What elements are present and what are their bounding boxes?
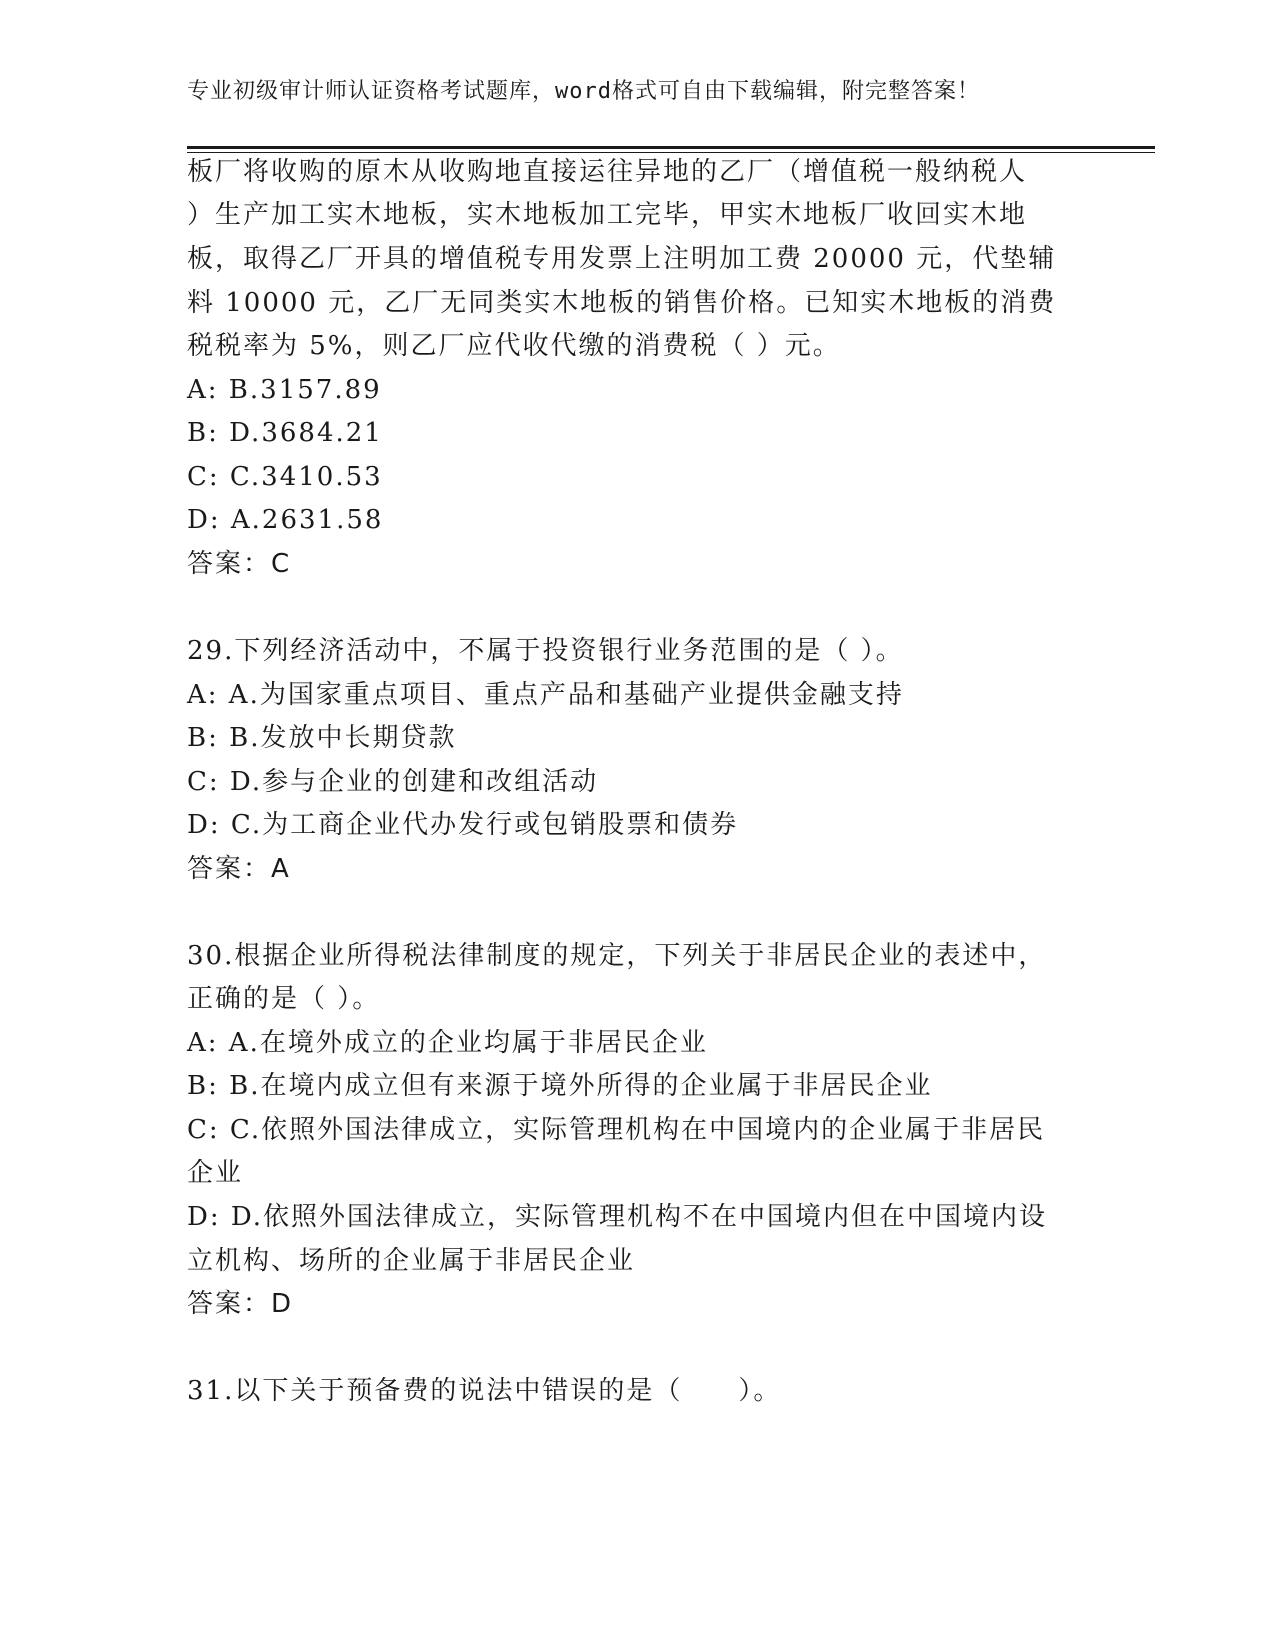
- q30-option-a: A: A.在境外成立的企业均属于非居民企业: [187, 1028, 708, 1058]
- q28-option-c: C: C.3410.53: [187, 462, 383, 492]
- q28-stem-line-2: ）生产加工实木地板，实木地板加工完毕，甲实木地板厂收回实木地: [187, 200, 1028, 230]
- q28-stem-line-4: 料 10000 元，乙厂无同类实木地板的销售价格。已知实木地板的消费: [187, 288, 1057, 318]
- q28-stem-line-3: 板，取得乙厂开具的增值税专用发票上注明加工费 20000 元，代垫辅: [187, 244, 1057, 274]
- q28-stem-line-5: 税税率为 5%，则乙厂应代收代缴的消费税（ ）元。: [187, 331, 841, 361]
- q30-answer: 答案：D: [187, 1289, 294, 1319]
- q28-option-a: A: B.3157.89: [187, 375, 382, 405]
- q30-option-d-line-2: 立机构、场所的企业属于非居民企业: [187, 1246, 636, 1276]
- q30-option-c-line-2: 企业: [187, 1158, 244, 1188]
- q29-stem-line-1: 29.下列经济活动中，不属于投资银行业务范围的是（ ）。: [187, 636, 904, 666]
- q30-stem-line-2: 正确的是（ ）。: [187, 984, 381, 1014]
- q28-stem-line-1: 板厂将收购的原木从收购地直接运往异地的乙厂（增值税一般纳税人: [187, 157, 1028, 187]
- q28-answer: 答案：C: [187, 549, 292, 579]
- page-header: 专业初级审计师认证资格考试题库，word格式可自由下载编辑，附完整答案！: [187, 79, 980, 104]
- q30-option-c-line-1: C: C.依照外国法律成立，实际管理机构在中国境内的企业属于非居民: [187, 1115, 1046, 1145]
- q31-stem-line-1: 31.以下关于预备费的说法中错误的是（ ）。: [187, 1376, 782, 1406]
- q28-option-b: B: D.3684.21: [187, 418, 383, 448]
- q29-answer: 答案：A: [187, 854, 291, 884]
- q30-stem-line-1: 30.根据企业所得税法律制度的规定，下列关于非居民企业的表述中，: [187, 941, 1047, 971]
- q29-option-a: A: A.为国家重点项目、重点产品和基础产业提供金融支持: [187, 680, 904, 710]
- q30-option-b: B: B.在境内成立但有来源于境外所得的企业属于非居民企业: [187, 1071, 933, 1101]
- q29-option-c: C: D.参与企业的创建和改组活动: [187, 767, 599, 797]
- header-divider-thick: [187, 146, 1155, 149]
- header-divider-thin: [187, 152, 1155, 153]
- q29-option-d: D: C.为工商企业代办发行或包销股票和债券: [187, 810, 739, 840]
- q30-option-d-line-1: D: D.依照外国法律成立，实际管理机构不在中国境内但在中国境内设: [187, 1202, 1048, 1232]
- q29-option-b: B: B.发放中长期贷款: [187, 723, 457, 753]
- q28-option-d: D: A.2631.58: [187, 505, 384, 535]
